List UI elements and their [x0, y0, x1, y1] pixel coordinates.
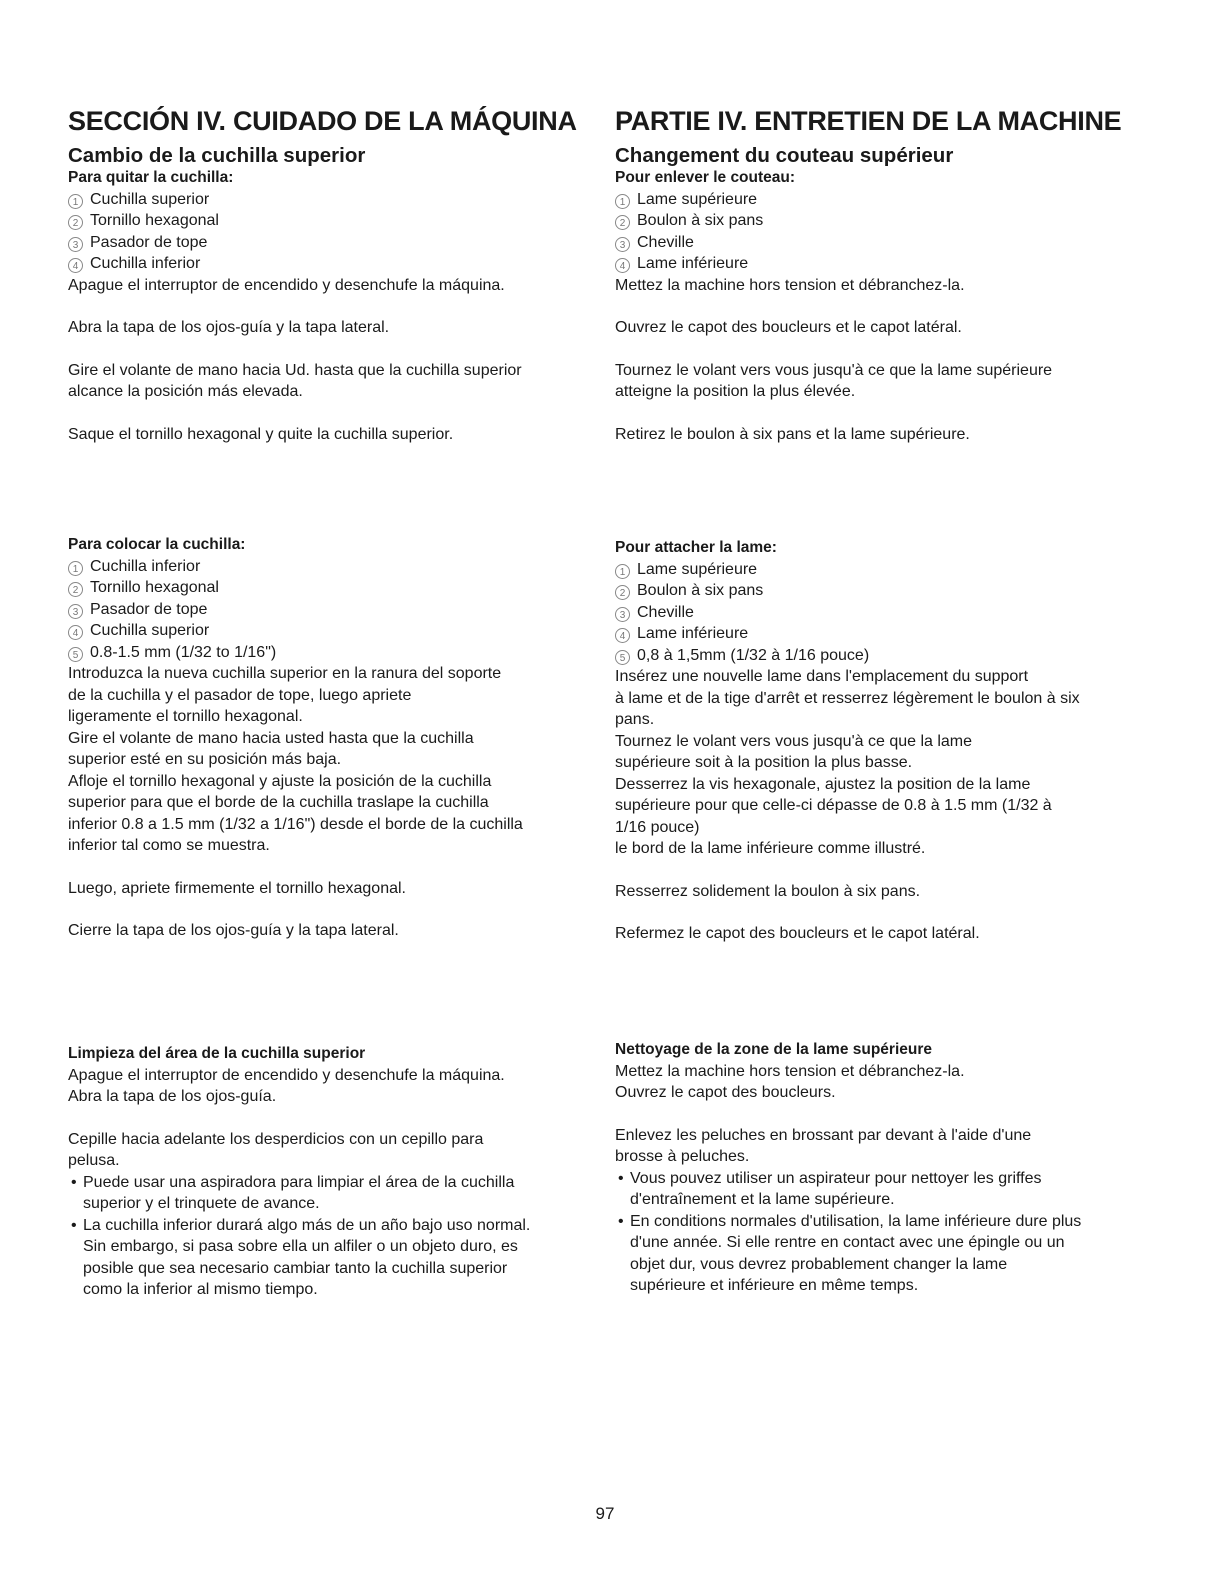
cleaning-brush-es: Cepille hacia adelante los desperdicios con un cepillo para pelusa.	[68, 1130, 484, 1169]
remove-blade-es	[68, 167, 608, 445]
attach-heading-es: Para colocar la cuchilla:	[68, 536, 246, 553]
list-item: 4 Lame inférieure	[615, 253, 1155, 275]
circled-number: 3	[615, 237, 630, 252]
list-item: 1 Lame supérieure	[615, 559, 1155, 581]
attach-instructions-fr: Insérez une nouvelle lame dans l'emplacement du support à lame et de la tige d'arrêt et resserrez légèrement le boulon à six pans. Tournez le volant vers vous jusqu'à ce que la lame supérieure soit à la position la plus basse. Desserrez la vis hexagonale, ajustez la position de la lame supérieure pour que celle-ci dépasse de 0.8 à 1.5 mm (1/32 à 1/16 pouce) le bord de la lame inférieure comme illustré.	[615, 668, 1080, 857]
circled-number: 1	[68, 194, 83, 209]
page-number: 97	[595, 1504, 615, 1523]
circled-number: 3	[615, 607, 630, 622]
cleaning-fr	[615, 1039, 1155, 1297]
circled-number: 2	[68, 582, 83, 597]
step: Mettez la machine hors tension et débranchez-la.	[615, 276, 965, 294]
section-title-fr: PARTIE IV. ENTRETIEN DE LA MACHINE	[615, 106, 1122, 136]
attach-blade-es	[68, 534, 608, 942]
step: Ouvrez le capot des boucleurs et le capot latéral.	[615, 319, 962, 336]
step: Refermez le capot des boucleurs et le capot latéral.	[615, 925, 980, 942]
circled-number: 1	[615, 564, 630, 579]
subtitle-fr: Changement du couteau supérieur	[615, 144, 954, 167]
list-item: 4 Cuchilla inferior	[68, 253, 608, 275]
circled-number: 3	[68, 237, 83, 252]
list-item: • La cuchilla inferior durará algo más de un año bajo uso normal. Sin embargo, si pasa sobre ella un alfiler o un objeto duro, es posible que sea necesario cambiar tanto la cuchilla superior como la inferior al mismo tiempo.	[71, 1216, 531, 1298]
cleaning-intro-fr: Mettez la machine hors tension et débranchez-la. Ouvrez le capot des boucleurs.	[615, 1062, 965, 1101]
step: Cierre la tapa de los ojos-guía y la tapa lateral.	[68, 922, 399, 939]
list-item: 4 Cuchilla superior	[68, 620, 608, 642]
circled-number: 2	[68, 215, 83, 230]
cleaning-intro-es: Apague el interruptor de encendido y desenchufe la máquina. Abra la tapa de los ojos-guía.	[68, 1066, 505, 1105]
step: Saque el tornillo hexagonal y quite la cuchilla superior.	[68, 425, 454, 443]
cleaning-notes-es	[68, 1172, 608, 1301]
cleaning-heading-fr: Nettoyage de la zone de la lame supérieure	[615, 1041, 933, 1058]
step: Tournez le volant vers vous jusqu'à ce que la lame supérieure atteigne la position la plus élevée.	[615, 361, 1053, 400]
attach-instructions-es: Introduzca la nueva cuchilla superior en la ranura del soporte de la cuchilla y el pasador de tope, luego apriete ligeramente el tornillo hexagonal. Gire el volante de mano hacia usted hasta que la cuchilla superior esté en su posición más baja. Afloje el tornillo hexagonal y ajuste la posición de la cuchilla superior para que el borde de la cuchilla traslape la cuchilla inferior 0.8 a 1.5 mm (1/32 a 1/16") desde el borde de la cuchilla inferior tal como se muestra.	[68, 665, 523, 854]
circled-number: 4	[68, 625, 83, 640]
remove-blade-fr	[615, 167, 1155, 445]
circled-number: 5	[615, 650, 630, 665]
circled-number: 3	[68, 604, 83, 619]
circled-number: 1	[68, 561, 83, 576]
cleaning-brush-fr: Enlevez les peluches en brossant par devant à l'aide d'une brosse à peluches.	[615, 1126, 1032, 1165]
attach-heading-fr: Pour attacher la lame:	[615, 539, 777, 556]
section-title-es: SECCIÓN IV. CUIDADO DE LA MÁQUINA	[68, 106, 577, 136]
circled-number: 1	[615, 194, 630, 209]
list-item: • En conditions normales d'utilisation, la lame inférieure dure plus d'une année. Si elle rentre en contact avec une épingle ou un objet dur, vous devrez probablement changer la lame supérieure et inférieure en même temps.	[618, 1212, 1082, 1294]
list-item: 4 Lame inférieure	[615, 623, 1155, 645]
list-item: • Vous pouvez utiliser un aspirateur pour nettoyer les griffes d'entraînement et la lame supérieure.	[618, 1169, 1042, 1208]
circled-number: 2	[615, 585, 630, 600]
circled-number: 4	[615, 628, 630, 643]
subtitle-es: Cambio de la cuchilla superior	[68, 144, 366, 167]
step: Retirez le boulon à six pans et la lame supérieure.	[615, 425, 970, 443]
list-item: 2 Boulon à six pans	[615, 580, 1155, 602]
list-item: 2 Tornillo hexagonal	[68, 210, 608, 232]
list-item: 5 0,8 à 1,5mm (1/32 à 1/16 pouce)	[615, 645, 1155, 667]
circled-number: 4	[68, 258, 83, 273]
list-item: 5 0.8-1.5 mm (1/32 to 1/16")	[68, 642, 608, 664]
list-item: 3 Pasador de tope	[68, 599, 608, 621]
cleaning-es	[68, 1043, 608, 1301]
list-item: 1 Cuchilla inferior	[68, 556, 608, 578]
list-item: 2 Boulon à six pans	[615, 210, 1155, 232]
circled-number: 5	[68, 647, 83, 662]
step: Gire el volante de mano hacia Ud. hasta que la cuchilla superior alcance la posición más elevada.	[68, 361, 522, 400]
step: Abra la tapa de los ojos-guía y la tapa lateral.	[68, 319, 390, 336]
list-item: • Puede usar una aspiradora para limpiar el área de la cuchilla superior y el trinquete de avance.	[71, 1173, 515, 1212]
circled-number: 2	[615, 215, 630, 230]
list-item: 3 Cheville	[615, 602, 1155, 624]
list-item: 2 Tornillo hexagonal	[68, 577, 608, 599]
step: Resserrez solidement la boulon à six pans.	[615, 882, 921, 900]
cleaning-heading-es: Limpieza del área de la cuchilla superior	[68, 1045, 366, 1062]
list-item: 1 Lame supérieure	[615, 189, 1155, 211]
list-item: 1 Cuchilla superior	[68, 189, 608, 211]
attach-blade-fr	[615, 537, 1155, 945]
remove-heading-es: Para quitar la cuchilla:	[68, 169, 234, 186]
cleaning-notes-fr	[615, 1168, 1155, 1297]
step: Apague el interruptor de encendido y desenchufe la máquina.	[68, 276, 505, 294]
list-item: 3 Pasador de tope	[68, 232, 608, 254]
list-item: 3 Cheville	[615, 232, 1155, 254]
remove-heading-fr: Pour enlever le couteau:	[615, 169, 796, 186]
step: Luego, apriete firmemente el tornillo hexagonal.	[68, 879, 406, 897]
circled-number: 4	[615, 258, 630, 273]
